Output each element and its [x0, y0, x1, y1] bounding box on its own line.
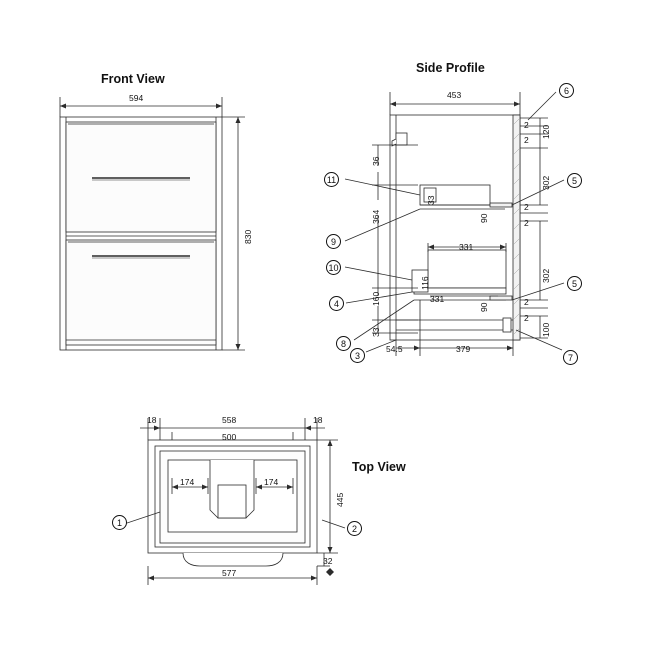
dim-side-2b: 2	[524, 135, 529, 145]
callout-5-upper: 5	[567, 173, 582, 188]
dim-side-120: 120	[541, 124, 551, 139]
callout-4: 4	[329, 296, 344, 311]
callout-2: 2	[347, 521, 362, 536]
dim-side-90-lower: 90	[479, 302, 489, 312]
dim-side-33-upper: 33	[426, 195, 436, 205]
dim-side-100: 100	[541, 322, 551, 337]
dim-side-116: 116	[420, 276, 430, 290]
dim-side-54-5: 54.5	[386, 344, 403, 354]
dim-side-302-lower: 302	[541, 268, 551, 283]
dim-top-174-left: 174	[180, 477, 195, 487]
title-front-view: Front View	[101, 72, 165, 86]
dim-side-depth: 453	[447, 90, 462, 100]
dim-side-364: 364	[371, 209, 381, 224]
dim-top-577: 577	[222, 568, 237, 578]
dim-side-160: 160	[371, 291, 381, 306]
dim-top-right-18: 18	[313, 415, 323, 425]
callout-9: 9	[326, 234, 341, 249]
callout-7: 7	[563, 350, 578, 365]
callout-6: 6	[559, 83, 574, 98]
dim-top-174-right: 174	[264, 477, 279, 487]
dim-side-2a: 2	[524, 120, 529, 130]
callout-3: 3	[350, 348, 365, 363]
dim-side-331-lower: 331	[430, 294, 445, 304]
dim-side-2c: 2	[524, 202, 529, 212]
dim-top-left-18: 18	[147, 415, 157, 425]
dim-front-width: 594	[129, 93, 144, 103]
dim-side-36: 36	[371, 156, 381, 166]
dim-side-302-upper: 302	[541, 175, 551, 190]
dim-top-445: 445	[335, 492, 345, 507]
callout-8: 8	[336, 336, 351, 351]
title-side-profile: Side Profile	[416, 61, 485, 75]
dim-top-558: 558	[222, 415, 237, 425]
callout-5-lower: 5	[567, 276, 582, 291]
callout-1: 1	[112, 515, 127, 530]
dim-top-500: 500	[222, 432, 237, 442]
dim-top-32: 32	[323, 556, 333, 566]
dim-side-379: 379	[456, 344, 471, 354]
dim-side-33-lower: 33	[371, 327, 381, 337]
dim-side-331-upper: 331	[459, 242, 474, 252]
callout-11: 11	[324, 172, 339, 187]
dim-side-2d: 2	[524, 218, 529, 228]
dim-front-height: 830	[243, 229, 253, 244]
dim-side-90-upper: 90	[479, 213, 489, 223]
title-top-view: Top View	[352, 460, 406, 474]
callout-10: 10	[326, 260, 341, 275]
dim-side-2e: 2	[524, 297, 529, 307]
dim-side-2f: 2	[524, 313, 529, 323]
